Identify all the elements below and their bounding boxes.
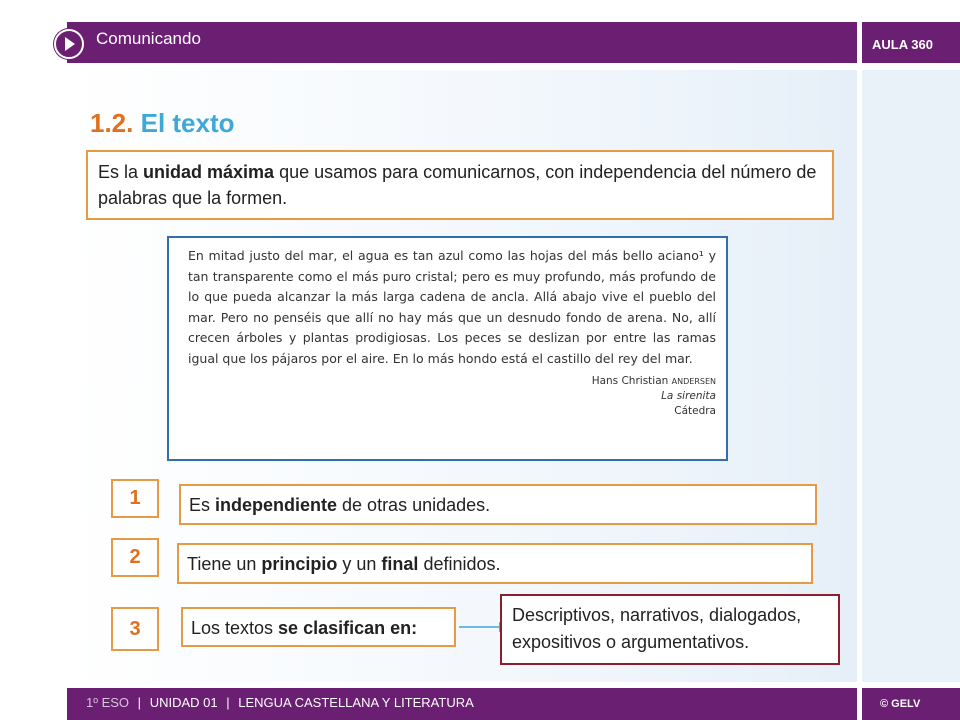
point-2-pre: Tiene un — [187, 554, 262, 574]
point-1-bold: independiente — [215, 495, 338, 515]
point-1-post: de otras unidades. — [337, 495, 491, 515]
quote-box — [167, 236, 728, 461]
author-last-name: andersen — [671, 374, 716, 387]
point-3-pre: Los textos — [191, 618, 279, 638]
brand-label: AULA 360 — [872, 37, 933, 52]
definition-box — [86, 150, 834, 220]
title-text: El texto — [140, 108, 235, 138]
definition-pre: Es la — [98, 162, 144, 182]
definition-post: que usamos para comunicarnos, con independencia del número de palabras que la formen. — [98, 162, 817, 208]
quote-publisher: Cátedra — [674, 405, 716, 417]
point-2-bold2: final — [381, 554, 419, 574]
footer-separator-1: | — [137, 695, 142, 710]
footer-subject: LENGUA CASTELLANA Y LITERATURA — [238, 695, 474, 710]
point-2-post: definidos. — [418, 554, 501, 574]
footer-course: 1º ESO — [86, 695, 130, 710]
footer-copyright: © GELV — [880, 698, 921, 710]
point-2-mid: y un — [337, 554, 382, 574]
definition-bold: unidad máxima — [143, 162, 275, 182]
right-side-panel — [862, 70, 960, 682]
point-box-3 — [181, 607, 456, 647]
point-number-3: 3 — [111, 607, 159, 651]
point-box-2 — [177, 543, 813, 584]
point-number-2: 2 — [111, 538, 159, 577]
page-title — [90, 108, 235, 139]
quote-author — [188, 373, 716, 389]
classification-box: Descriptivos, narrativos, dialogados, expositivos o argumentativos. — [500, 594, 840, 665]
point-1-pre: Es — [189, 495, 216, 515]
point-3-bold: se clasifican en: — [278, 618, 418, 638]
footer-nav — [86, 695, 474, 710]
point-2-bold: principio — [261, 554, 338, 574]
point-number-1: 1 — [111, 479, 159, 518]
play-icon[interactable] — [54, 29, 84, 59]
title-number: 1.2. — [90, 108, 134, 138]
quote-work: La sirenita — [661, 390, 716, 402]
quote-text: En mitad justo del mar, el agua es tan azul como las hojas del más bello aciano¹ y tan transparente como el más puro cristal; pero es muy profundo, más profundo de lo que pueda alcanzar la más larga cadena de ancla. Allá abajo vive el pueblo del mar. Pero no penséis que allí no hay más que un desnudo fondo de arena. No, allí crecen árboles y plantas prodigiosas. Los peces se deslizan por entre las ramas igual que los pájaros por el aire. En lo más hondo está el castillo del rey del mar. — [188, 248, 716, 366]
section-title: Comunicando — [96, 29, 201, 48]
quote-source — [188, 373, 716, 419]
author-first-name: Hans Christian — [591, 375, 672, 387]
footer-separator-2: | — [226, 695, 230, 710]
point-box-1 — [179, 484, 817, 525]
footer-unit: UNIDAD 01 — [149, 695, 218, 710]
